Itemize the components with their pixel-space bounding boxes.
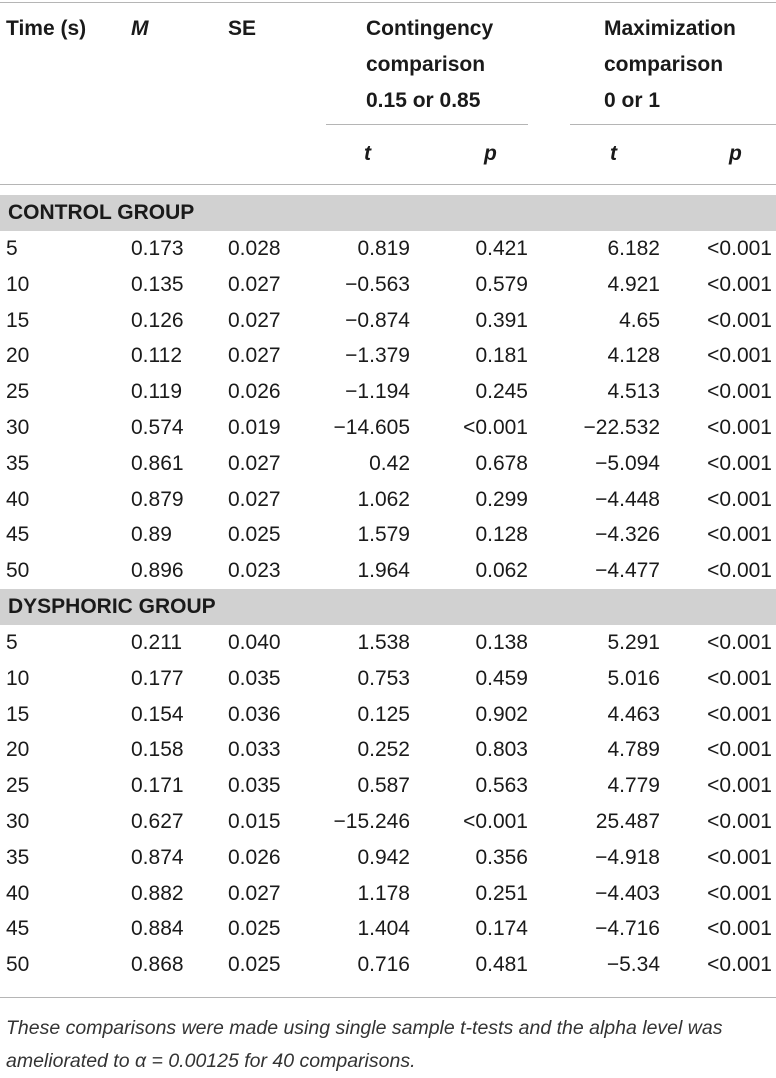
- se-cell: 0.035: [228, 774, 281, 798]
- se-cell: 0.027: [228, 308, 281, 332]
- table-footnote: These comparisons were made using single sample t-tests and the alpha level was ameliorated to α = 0.00125 for 40 comparisons.: [6, 1017, 723, 1072]
- mean-cell: 0.874: [131, 845, 184, 869]
- contingency-p-cell: 0.062: [475, 559, 528, 583]
- maximization-t-cell: 4.65: [619, 308, 660, 332]
- contingency-t-cell: −0.563: [345, 272, 410, 296]
- table-row: [0, 517, 776, 553]
- table-row: [0, 697, 776, 733]
- maximization-t-cell: −4.716: [595, 917, 660, 941]
- maximization-p-cell: <0.001: [707, 810, 772, 833]
- se-cell: 0.033: [228, 738, 281, 762]
- contingency-p-cell: 0.579: [475, 272, 528, 296]
- time-cell: 25: [6, 774, 30, 798]
- mean-cell: 0.173: [131, 237, 184, 260]
- header-maximization-p: p: [729, 142, 742, 165]
- contingency-t-cell: 0.587: [357, 774, 410, 798]
- table-row: [0, 267, 776, 303]
- contingency-t-cell: 1.178: [357, 881, 410, 905]
- contingency-p-cell: 0.678: [475, 451, 528, 475]
- mean-cell: 0.112: [131, 344, 182, 368]
- contingency-p-cell: 0.902: [475, 702, 528, 726]
- contingency-t-cell: 1.404: [357, 917, 410, 941]
- time-cell: 30: [6, 416, 30, 439]
- group-label: DYSPHORIC GROUP: [8, 595, 216, 618]
- contingency-p-cell: 0.251: [475, 881, 528, 905]
- contingency-t-cell: 0.942: [357, 845, 410, 869]
- time-cell: 5: [6, 237, 18, 260]
- contingency-t-cell: 1.538: [357, 631, 410, 654]
- table-row: [0, 446, 776, 482]
- contingency-p-cell: 0.459: [475, 666, 528, 690]
- mean-cell: 0.574: [131, 416, 184, 439]
- mean-cell: 0.896: [131, 559, 184, 583]
- contingency-t-cell: 0.753: [357, 666, 410, 690]
- se-cell: 0.027: [228, 451, 281, 475]
- time-cell: 15: [6, 702, 30, 726]
- mean-cell: 0.627: [131, 810, 184, 833]
- maximization-t-cell: −4.403: [595, 881, 660, 905]
- header-contingency-line2: comparison: [366, 53, 486, 76]
- maximization-t-cell: 5.016: [607, 666, 660, 690]
- contingency-t-cell: −1.379: [345, 344, 410, 368]
- contingency-t-cell: 0.125: [357, 702, 410, 726]
- se-cell: 0.026: [228, 845, 281, 869]
- maximization-p-cell: <0.001: [707, 702, 772, 726]
- table-row: [0, 661, 776, 697]
- header-bottom-rule: [0, 184, 776, 185]
- contingency-p-cell: 0.803: [475, 738, 528, 762]
- table-row: [0, 911, 776, 947]
- table-row: [0, 482, 776, 518]
- contingency-t-cell: 0.819: [357, 237, 410, 260]
- maximization-p-cell: <0.001: [707, 523, 772, 547]
- time-cell: 45: [6, 523, 30, 547]
- header-maximization-t: t: [610, 142, 617, 165]
- table-row: [0, 804, 776, 840]
- contingency-p-cell: 0.481: [475, 953, 528, 977]
- contingency-p-cell: 0.128: [475, 523, 528, 547]
- se-cell: 0.027: [228, 344, 281, 368]
- contingency-t-cell: −14.605: [333, 416, 410, 439]
- se-cell: 0.019: [228, 416, 281, 439]
- header-maximization-line1: Maximization: [604, 17, 736, 40]
- contingency-t-cell: 0.42: [369, 451, 410, 475]
- time-cell: 30: [6, 810, 30, 833]
- mean-cell: 0.135: [131, 272, 184, 296]
- maximization-t-cell: −22.532: [583, 416, 660, 439]
- header-contingency-line1: Contingency: [366, 17, 494, 40]
- mean-cell: 0.879: [131, 487, 184, 511]
- contingency-p-cell: 0.391: [475, 308, 528, 332]
- contingency-p-cell: 0.245: [475, 380, 528, 404]
- maximization-p-cell: <0.001: [707, 881, 772, 905]
- contingency-t-cell: −1.194: [345, 380, 410, 404]
- header-time: Time (s): [6, 17, 87, 40]
- maximization-t-cell: −5.094: [595, 451, 660, 475]
- maximization-t-cell: 4.513: [607, 380, 660, 404]
- time-cell: 5: [6, 631, 18, 654]
- maximization-t-cell: −4.918: [595, 845, 660, 869]
- header-contingency-p: p: [484, 142, 497, 165]
- se-cell: 0.027: [228, 881, 281, 905]
- header-contingency-line3: 0.15 or 0.85: [366, 89, 481, 112]
- header-contingency-t: t: [364, 142, 371, 165]
- time-cell: 10: [6, 272, 30, 296]
- time-cell: 50: [6, 559, 30, 583]
- maximization-t-cell: −4.477: [595, 559, 660, 583]
- maximization-t-cell: 4.128: [607, 344, 660, 368]
- contingency-p-cell: 0.421: [475, 237, 528, 260]
- maximization-p-cell: <0.001: [707, 774, 772, 798]
- contingency-p-cell: 0.174: [475, 917, 528, 941]
- maximization-t-cell: 5.291: [607, 631, 660, 654]
- header-se: SE: [228, 17, 257, 40]
- table-row: [0, 768, 776, 804]
- contingency-t-cell: 1.964: [357, 559, 410, 583]
- contingency-t-cell: 1.579: [357, 523, 410, 547]
- table-row: [0, 553, 776, 589]
- contingency-p-cell: 0.181: [475, 344, 528, 368]
- mean-cell: 0.177: [131, 666, 184, 690]
- maximization-p-cell: <0.001: [707, 917, 772, 941]
- maximization-p-cell: <0.001: [707, 666, 772, 690]
- contingency-t-cell: 0.252: [357, 738, 410, 762]
- maximization-subrule: [570, 124, 776, 125]
- se-cell: 0.027: [228, 487, 281, 511]
- contingency-p-cell: <0.001: [463, 416, 528, 439]
- maximization-t-cell: 25.487: [595, 810, 660, 833]
- se-cell: 0.026: [228, 380, 281, 404]
- group-header: [0, 195, 776, 231]
- header-maximization-line2: comparison: [604, 53, 724, 76]
- se-cell: 0.035: [228, 666, 281, 690]
- mean-cell: 0.89: [131, 523, 172, 547]
- maximization-t-cell: 4.463: [607, 702, 660, 726]
- table-top-rule: [0, 2, 776, 3]
- maximization-t-cell: −4.326: [595, 523, 660, 547]
- maximization-t-cell: 4.789: [607, 738, 660, 762]
- contingency-t-cell: −0.874: [345, 308, 410, 332]
- maximization-t-cell: 6.182: [607, 237, 660, 260]
- maximization-p-cell: <0.001: [707, 738, 772, 762]
- se-cell: 0.025: [228, 917, 281, 941]
- mean-cell: 0.119: [131, 380, 182, 404]
- maximization-p-cell: <0.001: [707, 308, 772, 332]
- se-cell: 0.025: [228, 523, 281, 547]
- maximization-p-cell: <0.001: [707, 416, 772, 439]
- table-row: [0, 840, 776, 876]
- header-maximization-line3: 0 or 1: [604, 89, 661, 112]
- se-cell: 0.027: [228, 272, 281, 296]
- maximization-p-cell: <0.001: [707, 272, 772, 296]
- time-cell: 40: [6, 487, 30, 511]
- maximization-p-cell: <0.001: [707, 344, 772, 368]
- mean-cell: 0.211: [131, 631, 182, 654]
- contingency-p-cell: 0.356: [475, 845, 528, 869]
- time-cell: 35: [6, 451, 30, 475]
- mean-cell: 0.158: [131, 738, 184, 762]
- table-bottom-rule: [0, 997, 776, 998]
- maximization-p-cell: <0.001: [707, 631, 772, 654]
- table-row: [0, 374, 776, 410]
- table-row: [0, 303, 776, 339]
- group-label: CONTROL GROUP: [8, 201, 195, 224]
- time-cell: 35: [6, 845, 30, 869]
- contingency-subrule: [326, 124, 528, 125]
- header-mean: M: [131, 17, 149, 40]
- maximization-p-cell: <0.001: [707, 237, 772, 260]
- time-cell: 15: [6, 308, 30, 332]
- group-header: [0, 589, 776, 625]
- mean-cell: 0.861: [131, 451, 184, 475]
- se-cell: 0.040: [228, 631, 281, 654]
- maximization-p-cell: <0.001: [707, 451, 772, 475]
- contingency-p-cell: 0.563: [475, 774, 528, 798]
- mean-cell: 0.868: [131, 953, 184, 977]
- contingency-p-cell: 0.138: [475, 631, 528, 654]
- maximization-t-cell: 4.779: [607, 774, 660, 798]
- maximization-t-cell: −4.448: [595, 487, 660, 511]
- mean-cell: 0.884: [131, 917, 184, 941]
- maximization-p-cell: <0.001: [707, 845, 772, 869]
- contingency-t-cell: −15.246: [333, 810, 410, 833]
- maximization-p-cell: <0.001: [707, 559, 772, 583]
- maximization-p-cell: <0.001: [707, 380, 772, 404]
- time-cell: 20: [6, 738, 30, 762]
- contingency-t-cell: 0.716: [357, 953, 410, 977]
- contingency-p-cell: 0.299: [475, 487, 528, 511]
- contingency-p-cell: <0.001: [463, 810, 528, 833]
- maximization-t-cell: 4.921: [607, 272, 660, 296]
- table-row: [0, 231, 776, 267]
- table-row: [0, 338, 776, 374]
- table-row: [0, 625, 776, 661]
- se-cell: 0.025: [228, 953, 281, 977]
- se-cell: 0.028: [228, 237, 281, 260]
- contingency-t-cell: 1.062: [357, 487, 410, 511]
- table-row: [0, 947, 776, 983]
- se-cell: 0.036: [228, 702, 281, 726]
- mean-cell: 0.171: [131, 774, 184, 798]
- mean-cell: 0.154: [131, 702, 184, 726]
- time-cell: 10: [6, 666, 30, 690]
- time-cell: 40: [6, 881, 30, 905]
- mean-cell: 0.126: [131, 308, 184, 332]
- table-row: [0, 410, 776, 446]
- maximization-p-cell: <0.001: [707, 487, 772, 511]
- table-row: [0, 732, 776, 768]
- se-cell: 0.023: [228, 559, 281, 583]
- table-row: [0, 876, 776, 912]
- time-cell: 20: [6, 344, 30, 368]
- time-cell: 25: [6, 380, 30, 404]
- time-cell: 45: [6, 917, 30, 941]
- time-cell: 50: [6, 953, 30, 977]
- maximization-t-cell: −5.34: [606, 953, 660, 977]
- mean-cell: 0.882: [131, 881, 184, 905]
- maximization-p-cell: <0.001: [707, 953, 772, 977]
- se-cell: 0.015: [228, 810, 281, 833]
